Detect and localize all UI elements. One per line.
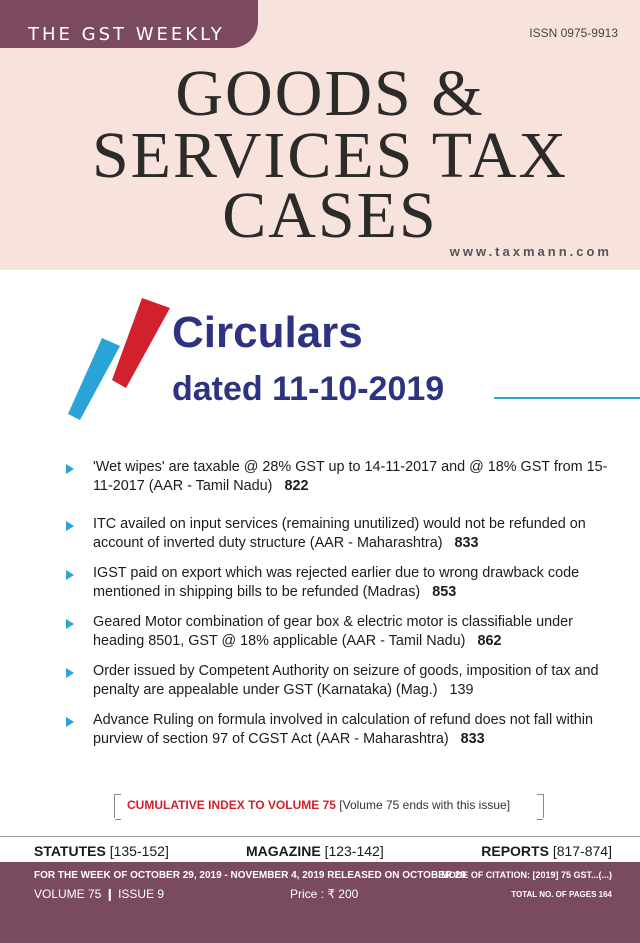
section-divider [0,836,640,837]
item-text: 'Wet wipes' are taxable @ 28% GST up to 14-11-2017 and @ 18% GST from 15-11-2017 (AAR - Tamil Nadu) [93,459,608,494]
triangle-bullet-icon [66,717,74,727]
section-name: STATUTES [34,843,106,859]
feature-title: Circulars [172,308,363,357]
page-number: 833 [460,731,485,747]
item-text: ITC availed on input services (remaining unutilized) would not be refunded on account of inverted duty structure (AAR - Maharashtra) [93,516,586,551]
slash-logo-icon [64,298,170,420]
list-item[interactable] [64,613,624,665]
item-text: Advance Ruling on formula involved in calculation of refund does not fall within purview of section 97 of CGST Act (AAR - Maharashtra) [93,712,593,747]
feature-date: dated 11-10-2019 [172,370,445,408]
title-line-1: GOODS & [175,57,485,130]
triangle-bullet-icon [66,521,74,531]
triangle-bullet-icon [66,464,74,474]
masthead [0,0,640,270]
list-item[interactable] [64,711,624,763]
footer-citation: MODE OF CITATION: [2019] 75 GST...(...) [441,870,612,880]
item-text: IGST paid on export which was rejected earlier due to wrong drawback code mentioned in shipping bills to be refunded (Madras) [93,565,580,600]
section-magazine[interactable] [246,843,384,859]
title-line-2: SERVICES TAX [91,119,569,192]
cumulative-index-box [114,794,544,818]
cumulative-index-label: CUMULATIVE INDEX TO VOLUME 75 [127,798,336,812]
triangle-bullet-icon [66,619,74,629]
blue-slash [68,338,120,420]
weekly-label: THE GST WEEKLY [28,24,225,45]
footer-volume: VOLUME 75 ❙ ISSUE 9 [34,887,165,901]
triangle-bullet-icon [66,668,74,678]
item-text: Order issued by Competent Authority on seizure of goods, imposition of tax and penalty are appealable under GST (Karnataka) (Mag.) [93,663,599,698]
red-slash [112,298,170,388]
section-range: [135-152] [109,843,169,859]
page-number: 139 [449,682,474,698]
triangle-bullet-icon [66,570,74,580]
list-item[interactable] [64,458,624,510]
page-number: 833 [454,535,479,551]
item-text: Geared Motor combination of gear box & electric motor is classifiable under heading 8501, GST @ 18% applicable (AAR - Tamil Nadu) [93,614,573,649]
date-underline [494,397,640,399]
cumulative-index-note: [Volume 75 ends with this issue] [339,798,511,812]
section-range: [817-874] [552,843,612,859]
issn-label: ISSN 0975-9913 [529,26,618,40]
website-link[interactable]: www.taxmann.com [449,244,612,259]
footer-pages: TOTAL NO. OF PAGES 164 [511,890,612,899]
page-number: 822 [284,478,309,494]
section-range: [123-142] [324,843,384,859]
section-name: REPORTS [481,843,549,859]
footer-price: Price : ₹ 200 [290,887,359,901]
footer-week: FOR THE WEEK OF OCTOBER 29, 2019 - NOVEMBER 4, 2019 RELEASED ON OCTOBER 29 [34,870,466,881]
title-line-3: CASES [222,179,438,252]
section-statutes[interactable] [34,843,169,859]
list-item[interactable] [64,564,624,616]
sections-bar [0,840,640,862]
page-number: 862 [477,633,502,649]
page-number: 853 [432,584,457,600]
section-reports[interactable] [481,843,612,859]
list-item[interactable] [64,662,624,714]
list-item[interactable] [64,515,624,567]
section-name: MAGAZINE [246,843,321,859]
footer-band [0,862,640,943]
